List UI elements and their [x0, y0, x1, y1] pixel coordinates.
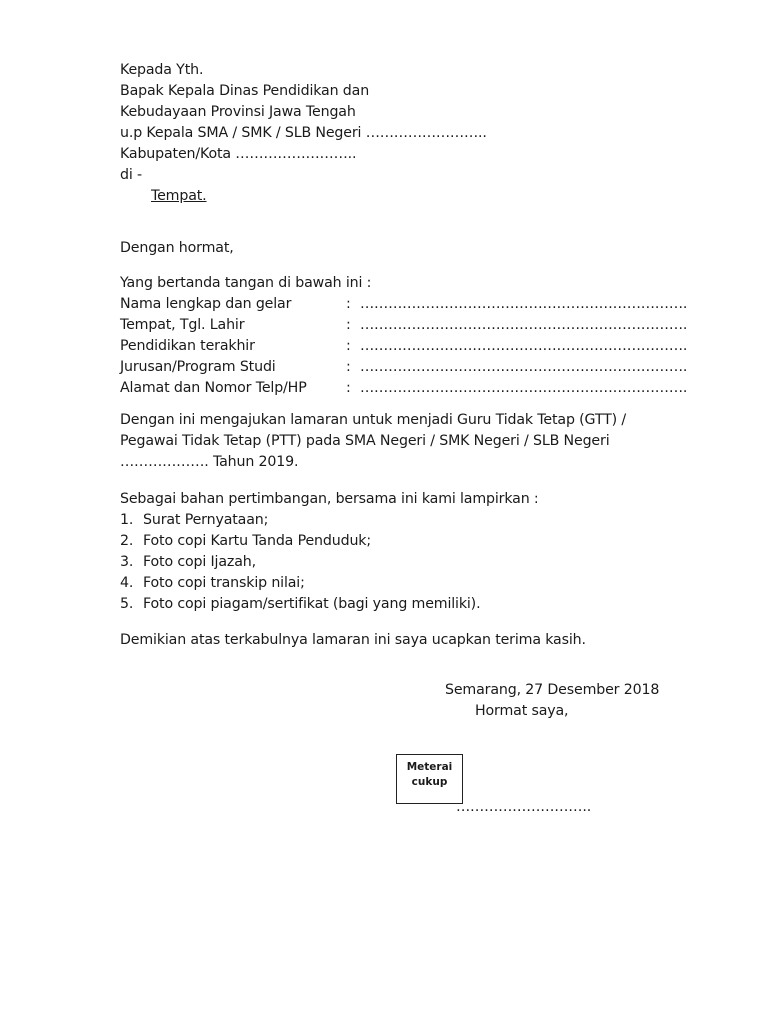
address-line-6: di - [120, 167, 142, 183]
stamp-label-line-1: Meterai [406, 761, 453, 773]
address-line-2: Bapak Kepala Dinas Pendidikan dan [120, 83, 370, 99]
place-date: Semarang, 27 Desember 2018 [445, 682, 660, 698]
list-text: Foto copi Ijazah, [143, 554, 256, 570]
application-line-1: Dengan ini mengajukan lamaran untuk menjadi Guru Tidak Tetap (GTT) / [120, 412, 627, 428]
field-label: Alamat dan Nomor Telp/HP [120, 380, 307, 396]
list-text: Surat Pernyataan; [143, 512, 269, 528]
list-text: Foto copi transkip nilai; [143, 575, 305, 591]
field-colon: : [346, 296, 351, 312]
field-label: Nama lengkap dan gelar [120, 296, 292, 312]
signature-name-blank: ……………………….. [456, 799, 592, 815]
address-line-1: Kepada Yth. [120, 62, 204, 78]
list-number: 2. [120, 533, 134, 549]
field-label: Jurusan/Program Studi [120, 359, 276, 375]
field-colon: : [346, 338, 351, 354]
field-blank: ……………………………………………………………. [360, 338, 688, 354]
intro-text: Yang bertanda tangan di bawah ini : [120, 275, 372, 291]
field-colon: : [346, 317, 351, 333]
field-colon: : [346, 380, 351, 396]
address-line-3: Kebudayaan Provinsi Jawa Tengah [120, 104, 356, 120]
list-number: 3. [120, 554, 134, 570]
field-blank: ……………………………………………………………. [360, 359, 688, 375]
stamp-box [396, 754, 463, 804]
field-blank: ……………………………………………………………. [360, 380, 688, 396]
field-colon: : [346, 359, 351, 375]
attachments-intro: Sebagai bahan pertimbangan, bersama ini kami lampirkan : [120, 491, 539, 507]
application-line-2: Pegawai Tidak Tetap (PTT) pada SMA Negeri / SMK Negeri / SLB Negeri [120, 433, 610, 449]
address-line-4: u.p Kepala SMA / SMK / SLB Negeri …………………….. [120, 125, 487, 141]
field-blank: ……………………………………………………………. [360, 317, 688, 333]
list-text: Foto copi piagam/sertifikat (bagi yang memiliki). [143, 596, 481, 612]
list-number: 4. [120, 575, 134, 591]
list-number: 1. [120, 512, 134, 528]
address-place: Tempat. [151, 188, 207, 204]
greeting: Dengan hormat, [120, 240, 234, 256]
stamp-label-line-2: cukup [411, 776, 448, 788]
address-line-5: Kabupaten/Kota …………………….. [120, 146, 357, 162]
field-blank: ……………………………………………………………. [360, 296, 688, 312]
field-label: Pendidikan terakhir [120, 338, 255, 354]
field-label: Tempat, Tgl. Lahir [120, 317, 245, 333]
regards: Hormat saya, [475, 703, 569, 719]
list-text: Foto copi Kartu Tanda Penduduk; [143, 533, 371, 549]
application-line-3: ………………. Tahun 2019. [120, 454, 299, 470]
closing-text: Demikian atas terkabulnya lamaran ini saya ucapkan terima kasih. [120, 632, 586, 648]
list-number: 5. [120, 596, 134, 612]
